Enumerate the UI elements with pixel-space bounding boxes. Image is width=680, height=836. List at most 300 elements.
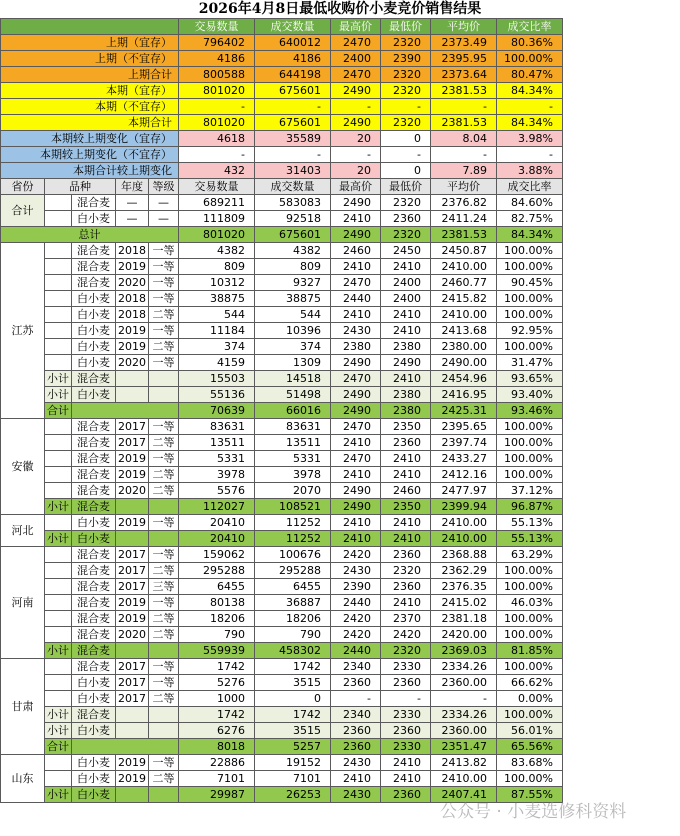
value-cell: 2380.00 (431, 339, 497, 355)
value-cell: 2410.00 (431, 531, 497, 547)
value-cell: 801020 (179, 83, 255, 99)
grade-cell: 一等 (149, 291, 179, 307)
blank-cell (45, 579, 72, 595)
column-header: 成交比率 (497, 19, 563, 35)
variety-cell: 白小麦 (72, 755, 116, 771)
value-cell: 1742 (179, 707, 255, 723)
value-cell: 640012 (255, 35, 331, 51)
column-header: 最高价 (331, 19, 381, 35)
blank-cell (149, 499, 179, 515)
value-cell: 809 (255, 259, 331, 275)
data-row (1, 659, 563, 675)
value-cell: 2460.77 (431, 275, 497, 291)
value-cell: 2380 (331, 339, 381, 355)
value-cell: 2381.18 (431, 611, 497, 627)
variety-cell: 白小麦 (72, 691, 116, 707)
column-header: 成交比率 (497, 179, 563, 195)
value-cell: 36887 (255, 595, 331, 611)
province-cell: 江苏 (1, 243, 45, 419)
value-cell: 2420.00 (431, 627, 497, 643)
value-cell: 3.88% (497, 163, 563, 179)
value-cell: 0 (381, 163, 431, 179)
value-cell: 2369.03 (431, 643, 497, 659)
summary-row (1, 83, 563, 99)
value-cell: 2330 (381, 659, 431, 675)
blank-cell (149, 531, 179, 547)
value-cell: 2420 (331, 611, 381, 627)
value-cell: 8.04 (431, 131, 497, 147)
value-cell: 796402 (179, 35, 255, 51)
value-cell: 2350 (381, 419, 431, 435)
value-cell: 583083 (255, 195, 331, 211)
subtotal-row (1, 387, 563, 403)
summary-label: 上期（宜存） (1, 35, 179, 51)
blank-cell (45, 659, 72, 675)
value-cell: 2397.74 (431, 435, 497, 451)
data-row (1, 691, 563, 707)
blank-cell (116, 723, 149, 739)
value-cell: 11252 (255, 515, 331, 531)
value-cell: 2351.47 (431, 739, 497, 755)
year-cell: 2019 (116, 611, 149, 627)
value-cell: 8018 (179, 739, 255, 755)
value-cell: 2410 (331, 771, 381, 787)
grade-cell: 一等 (149, 547, 179, 563)
value-cell: 26253 (255, 787, 331, 803)
value-cell: 100676 (255, 547, 331, 563)
value-cell: - (431, 99, 497, 115)
value-cell: 2470 (331, 67, 381, 83)
blank-cell (72, 739, 179, 755)
blank-cell (149, 371, 179, 387)
summary-label: 本期（不宜存） (1, 99, 179, 115)
value-cell: 20410 (179, 531, 255, 547)
variety-cell: 白小麦 (72, 323, 116, 339)
year-cell: 2019 (116, 515, 149, 531)
variety-cell: 混合麦 (72, 435, 116, 451)
value-cell: 4382 (179, 243, 255, 259)
subtotal-label: 小计 (45, 787, 72, 803)
value-cell: 2410 (381, 467, 431, 483)
variety-cell: 混合麦 (72, 659, 116, 675)
blank-cell (45, 355, 72, 371)
totals-row (1, 195, 563, 211)
year-cell: 2017 (116, 563, 149, 579)
value-cell: 4382 (255, 243, 331, 259)
value-cell: 2330 (381, 739, 431, 755)
year-cell: 2017 (116, 659, 149, 675)
value-cell: 7101 (179, 771, 255, 787)
total-row (1, 403, 563, 419)
value-cell: 3978 (255, 467, 331, 483)
year-cell: 2018 (116, 243, 149, 259)
value-cell: 2410 (381, 755, 431, 771)
change-row (1, 147, 563, 163)
value-cell: 2413.82 (431, 755, 497, 771)
value-cell: - (179, 147, 255, 163)
year-cell: 2019 (116, 323, 149, 339)
province-cell: 甘肃 (1, 659, 45, 755)
variety-cell: 混合麦 (72, 483, 116, 499)
summary-label: 上期（不宜存） (1, 51, 179, 67)
data-row (1, 291, 563, 307)
column-header: 最低价 (381, 19, 431, 35)
value-cell: 2460 (331, 243, 381, 259)
grade-cell: — (149, 195, 179, 211)
summary-row (1, 67, 563, 83)
year-cell: 2019 (116, 339, 149, 355)
data-row (1, 243, 563, 259)
value-cell: 2370 (381, 611, 431, 627)
value-cell: 2373.49 (431, 35, 497, 51)
value-cell: 92.95% (497, 323, 563, 339)
year-cell: 2018 (116, 307, 149, 323)
blank-cell (149, 723, 179, 739)
subtotal-row (1, 531, 563, 547)
value-cell: 1742 (255, 707, 331, 723)
value-cell: 2477.97 (431, 483, 497, 499)
value-cell: 2430 (331, 787, 381, 803)
value-cell: 2490.00 (431, 355, 497, 371)
value-cell: 19152 (255, 755, 331, 771)
value-cell: 84.34% (497, 83, 563, 99)
value-cell: 100.00% (497, 707, 563, 723)
value-cell: 2460 (381, 483, 431, 499)
value-cell: 2433.27 (431, 451, 497, 467)
value-cell: 159062 (179, 547, 255, 563)
col-year: 年度 (116, 179, 149, 195)
value-cell: 5331 (255, 451, 331, 467)
variety-cell: 白小麦 (72, 211, 116, 227)
blank-cell (45, 243, 72, 259)
value-cell: 2360 (381, 723, 431, 739)
data-row (1, 355, 563, 371)
blank-cell (45, 467, 72, 483)
variety-cell: 白小麦 (72, 515, 116, 531)
value-cell: 2360 (381, 435, 431, 451)
value-cell: 2395.65 (431, 419, 497, 435)
change-label: 本期较上期变化（不宜存） (1, 147, 179, 163)
value-cell: 84.34% (497, 227, 563, 243)
total-label: 合计 (45, 403, 72, 419)
value-cell: 0 (381, 131, 431, 147)
value-cell: 2415.02 (431, 595, 497, 611)
grade-cell: 一等 (149, 355, 179, 371)
summary-label: 上期合计 (1, 67, 179, 83)
value-cell: 100.00% (497, 51, 563, 67)
province-cell: 河南 (1, 547, 45, 659)
value-cell: 544 (255, 307, 331, 323)
data-row (1, 259, 563, 275)
data-row (1, 563, 563, 579)
subtotal-row (1, 723, 563, 739)
value-cell: 66016 (255, 403, 331, 419)
blank-cell (45, 211, 72, 227)
blank-cell (45, 419, 72, 435)
value-cell: 20410 (179, 515, 255, 531)
value-cell: 2360 (381, 675, 431, 691)
value-cell: 2490 (331, 227, 381, 243)
year-cell: 2017 (116, 691, 149, 707)
subtotal-row (1, 787, 563, 803)
value-cell: 83631 (179, 419, 255, 435)
subtotal-label: 小计 (45, 371, 72, 387)
value-cell: 2334.26 (431, 707, 497, 723)
value-cell: 2334.26 (431, 659, 497, 675)
value-cell: 2410 (381, 771, 431, 787)
blank-cell (45, 675, 72, 691)
value-cell: 800588 (179, 67, 255, 83)
value-cell: 790 (179, 627, 255, 643)
blank-cell (116, 643, 149, 659)
variety-cell: 白小麦 (72, 355, 116, 371)
value-cell: 2450.87 (431, 243, 497, 259)
blank-cell (116, 787, 149, 803)
grade-cell: 一等 (149, 451, 179, 467)
value-cell: 432 (179, 163, 255, 179)
value-cell: 2490 (331, 115, 381, 131)
value-cell: 2320 (381, 195, 431, 211)
year-cell: — (116, 195, 149, 211)
value-cell: 6276 (179, 723, 255, 739)
header-blank (1, 19, 179, 35)
grade-cell: 三等 (149, 579, 179, 595)
subtotal-label: 小计 (45, 531, 72, 547)
summary-row (1, 35, 563, 51)
value-cell: 55.13% (497, 531, 563, 547)
value-cell: 801020 (179, 227, 255, 243)
blank-cell (45, 195, 72, 211)
column-header: 交易数量 (179, 19, 255, 35)
value-cell: 544 (179, 307, 255, 323)
value-cell: 15503 (179, 371, 255, 387)
blank-cell (45, 755, 72, 771)
value-cell: - (255, 99, 331, 115)
year-cell: 2020 (116, 355, 149, 371)
column-header: 平均价 (431, 19, 497, 35)
variety-cell: 白小麦 (72, 291, 116, 307)
value-cell: 37.12% (497, 483, 563, 499)
grade-cell: 二等 (149, 627, 179, 643)
change-label: 本期较上期变化（宜存） (1, 131, 179, 147)
value-cell: 295288 (255, 563, 331, 579)
year-cell: 2017 (116, 579, 149, 595)
value-cell: 2413.68 (431, 323, 497, 339)
value-cell: 80138 (179, 595, 255, 611)
blank-cell (149, 387, 179, 403)
value-cell: 100.00% (497, 435, 563, 451)
blank-cell (149, 643, 179, 659)
year-cell: 2019 (116, 467, 149, 483)
value-cell: 2362.29 (431, 563, 497, 579)
change-row (1, 131, 563, 147)
grade-cell: 二等 (149, 691, 179, 707)
col-grade: 等级 (149, 179, 179, 195)
data-row (1, 483, 563, 499)
year-cell: 2017 (116, 435, 149, 451)
value-cell: 2410 (381, 451, 431, 467)
column-header: 平均价 (431, 179, 497, 195)
value-cell: 4186 (179, 51, 255, 67)
data-row (1, 515, 563, 531)
value-cell: 2320 (381, 563, 431, 579)
value-cell: 2407.41 (431, 787, 497, 803)
value-cell: 2410 (381, 371, 431, 387)
year-cell: 2019 (116, 259, 149, 275)
variety-cell: 混合麦 (72, 195, 116, 211)
value-cell: 7101 (255, 771, 331, 787)
variety-cell: 混合麦 (72, 275, 116, 291)
value-cell: - (431, 147, 497, 163)
subtotal-row (1, 499, 563, 515)
value-cell: 10396 (255, 323, 331, 339)
grade-cell: 一等 (149, 755, 179, 771)
value-cell: 6455 (179, 579, 255, 595)
grade-cell: 一等 (149, 419, 179, 435)
value-cell: 2320 (381, 227, 431, 243)
value-cell: 38875 (179, 291, 255, 307)
value-cell: 2395.95 (431, 51, 497, 67)
variety-cell: 白小麦 (72, 307, 116, 323)
value-cell: 2490 (331, 483, 381, 499)
data-row (1, 755, 563, 771)
value-cell: 0 (255, 691, 331, 707)
data-row (1, 419, 563, 435)
value-cell: 2416.95 (431, 387, 497, 403)
value-cell: 55136 (179, 387, 255, 403)
value-cell: 2381.53 (431, 83, 497, 99)
blank-cell (45, 611, 72, 627)
column-header: 成交数量 (255, 179, 331, 195)
data-row (1, 579, 563, 595)
value-cell: 87.55% (497, 787, 563, 803)
variety-cell: 混合麦 (72, 547, 116, 563)
blank-cell (45, 275, 72, 291)
value-cell: 2425.31 (431, 403, 497, 419)
value-cell: 2420 (331, 627, 381, 643)
value-cell: 2490 (331, 403, 381, 419)
value-cell: 2360 (381, 547, 431, 563)
summary-label: 本期合计 (1, 115, 179, 131)
blank-cell (116, 531, 149, 547)
variety-cell: 白小麦 (72, 723, 116, 739)
subtotal-row (1, 707, 563, 723)
value-cell: 2490 (331, 83, 381, 99)
grade-cell: 二等 (149, 339, 179, 355)
value-cell: 70639 (179, 403, 255, 419)
value-cell: 2373.64 (431, 67, 497, 83)
variety-cell: 混合麦 (72, 595, 116, 611)
value-cell: 2490 (331, 387, 381, 403)
value-cell: 2368.88 (431, 547, 497, 563)
blank-cell (45, 547, 72, 563)
value-cell: 2320 (381, 643, 431, 659)
value-cell: 2320 (381, 35, 431, 51)
value-cell: 82.75% (497, 211, 563, 227)
value-cell: 2410 (331, 211, 381, 227)
value-cell: - (331, 691, 381, 707)
value-cell: 2410.00 (431, 515, 497, 531)
value-cell: 100.00% (497, 339, 563, 355)
year-cell: 2020 (116, 627, 149, 643)
blank-cell (45, 451, 72, 467)
value-cell: 2410 (331, 467, 381, 483)
value-cell: 2470 (331, 35, 381, 51)
value-cell: 801020 (179, 115, 255, 131)
value-cell: 5576 (179, 483, 255, 499)
value-cell: 93.65% (497, 371, 563, 387)
value-cell: 809 (179, 259, 255, 275)
value-cell: 14518 (255, 371, 331, 387)
year-cell: 2018 (116, 291, 149, 307)
year-cell: 2019 (116, 771, 149, 787)
value-cell: 100.00% (497, 579, 563, 595)
variety-cell: 混合麦 (72, 579, 116, 595)
value-cell: 100.00% (497, 563, 563, 579)
variety-cell: 混合麦 (72, 259, 116, 275)
value-cell: 5276 (179, 675, 255, 691)
value-cell: 20 (331, 163, 381, 179)
value-cell: 92518 (255, 211, 331, 227)
summary-row (1, 115, 563, 131)
value-cell: 2376.82 (431, 195, 497, 211)
blank-cell (45, 323, 72, 339)
variety-cell: 白小麦 (72, 787, 116, 803)
value-cell: 2420 (381, 627, 431, 643)
value-cell: 90.45% (497, 275, 563, 291)
value-cell: 2410 (381, 531, 431, 547)
data-row (1, 771, 563, 787)
value-cell: 100.00% (497, 611, 563, 627)
value-cell: 2420 (331, 547, 381, 563)
value-cell: 4159 (179, 355, 255, 371)
variety-cell: 混合麦 (72, 563, 116, 579)
value-cell: 2410 (381, 307, 431, 323)
blank-cell (116, 707, 149, 723)
value-cell: 2410 (331, 531, 381, 547)
value-cell: 11184 (179, 323, 255, 339)
subtotal-label: 小计 (45, 387, 72, 403)
data-row (1, 675, 563, 691)
value-cell: 100.00% (497, 307, 563, 323)
data-row (1, 547, 563, 563)
value-cell: 100.00% (497, 467, 563, 483)
blank-cell (149, 707, 179, 723)
value-cell: 100.00% (497, 419, 563, 435)
year-cell: 2017 (116, 547, 149, 563)
header-row (1, 19, 563, 35)
variety-cell: 混合麦 (72, 499, 116, 515)
value-cell: 2430 (331, 323, 381, 339)
province-cell: 山东 (1, 755, 45, 803)
year-cell: 2019 (116, 451, 149, 467)
value-cell: 22886 (179, 755, 255, 771)
value-cell: - (179, 99, 255, 115)
totals-row (1, 211, 563, 227)
value-cell: 2380 (381, 403, 431, 419)
column-header: 最低价 (381, 179, 431, 195)
variety-cell: 混合麦 (72, 451, 116, 467)
value-cell: 84.60% (497, 195, 563, 211)
data-row (1, 307, 563, 323)
value-cell: 2400 (381, 275, 431, 291)
blank-cell (45, 627, 72, 643)
data-row (1, 275, 563, 291)
value-cell: 790 (255, 627, 331, 643)
variety-cell: 混合麦 (72, 419, 116, 435)
value-cell: 2490 (331, 195, 381, 211)
value-cell: 1309 (255, 355, 331, 371)
